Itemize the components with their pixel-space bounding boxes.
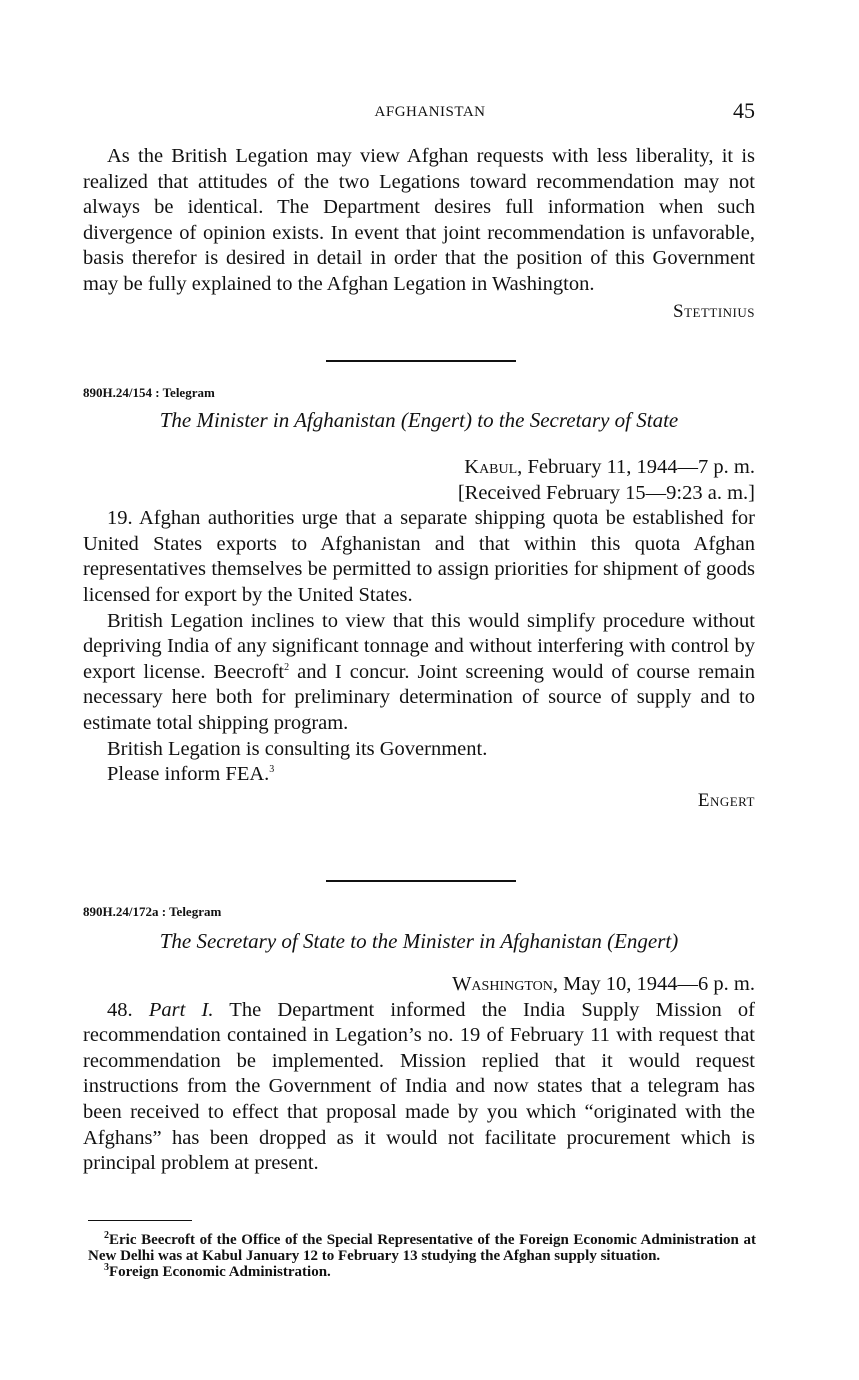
- document-reference: 890H.24/172a : Telegram: [83, 904, 222, 919]
- section-divider: [326, 880, 516, 882]
- running-head: [105, 100, 755, 126]
- dateline: [83, 455, 755, 481]
- continuation-paragraph: As the British Legation may view Afghan requests with less liberality, it is realized that attitudes of the two Legations toward recommendation may not always be identical. The Department desires full information when such divergence of opinion exists. In event that joint recommendation is unfavorable, basis therefor is desired in detail in order that the position of this Government may be fully explained to the Afghan Legation in Washington.: [83, 145, 755, 295]
- running-title: AFGHANISTAN: [374, 104, 486, 120]
- continuation-section: [83, 144, 755, 323]
- dateline-date: February 11, 1944—7 p. m.: [522, 456, 755, 478]
- section-divider: [326, 360, 516, 362]
- document-reference: 890H.24/154 : Telegram: [83, 385, 215, 400]
- footnotes: [88, 1232, 756, 1280]
- footnote-2: [88, 1232, 756, 1264]
- signature-engert: Engert: [697, 789, 755, 811]
- footnote-ref: 2: [284, 661, 290, 673]
- part-label: Part I.: [148, 998, 214, 1021]
- footnote-divider: [88, 1220, 192, 1221]
- document-telegram-172a: [83, 904, 755, 1177]
- footnote-3: [88, 1264, 756, 1280]
- dateline-place: Washington,: [452, 973, 558, 995]
- document-heading: The Minister in Afghanistan (Engert) to the Secretary of State: [159, 408, 679, 432]
- paragraph-number: 48.: [107, 998, 149, 1021]
- paragraph-text: Please inform FEA.: [107, 763, 270, 786]
- signature-stettinius: Stettinius: [673, 300, 755, 322]
- footnote-text: Eric Beecroft of the Office of the Special Representative of the Foreign Economic Administration at New Delhi was at Kabul January 12 to February 13 studying the Afghan supply situation.: [88, 1232, 756, 1264]
- dateline-date: May 10, 1944—6 p. m.: [557, 973, 755, 995]
- paragraph-inform: [83, 762, 755, 788]
- paragraph-text: The Department informed the India Supply Mission of recommendation contained in Legation’s no. 19 of February 11 with request that recommendation be implemented. Mission replied that it would request instructions from the Government of India and now states that a telegram has been received to effect that proposal made by you which “originated with the Afghans” has been dropped as it would not facilitate procurement which is principal problem at present.: [83, 998, 756, 1175]
- footnote-text: Foreign Economic Administration.: [109, 1264, 331, 1280]
- paragraph-48: [83, 998, 755, 1177]
- paragraph-british-legation: [83, 609, 755, 737]
- dateline: [83, 972, 755, 998]
- paragraph-19: 19. Afghan authorities urge that a separate shipping quota be established for United States exports to Afghanistan and that within this quota Afghan representatives themselves be permitted to assign priorities for shipment of goods licensed for export by the United States.: [83, 507, 755, 606]
- paragraph-text: and I concur. Joint screening would of course remain necessary here both for preliminary determination of source of supply and to estimate total shipping program.: [83, 660, 756, 734]
- footnote-mark: 2: [104, 1230, 109, 1241]
- footnote-mark: 3: [104, 1262, 109, 1273]
- page-number: 45: [733, 98, 755, 123]
- paragraph-consulting: British Legation is consulting its Government.: [107, 737, 488, 760]
- document-heading: The Secretary of State to the Minister in Afghanistan (Engert): [159, 929, 679, 953]
- paragraph-text: British Legation inclines to view that this would simplify procedure without depriving India of any significant tonnage and without interfering with control by export license. Beecroft: [83, 609, 755, 683]
- document-telegram-154: [83, 385, 755, 812]
- dateline-place: Kabul,: [464, 456, 523, 478]
- received-line: [Received February 15—9:23 a. m.]: [457, 481, 755, 504]
- footnote-ref: 3: [269, 764, 275, 776]
